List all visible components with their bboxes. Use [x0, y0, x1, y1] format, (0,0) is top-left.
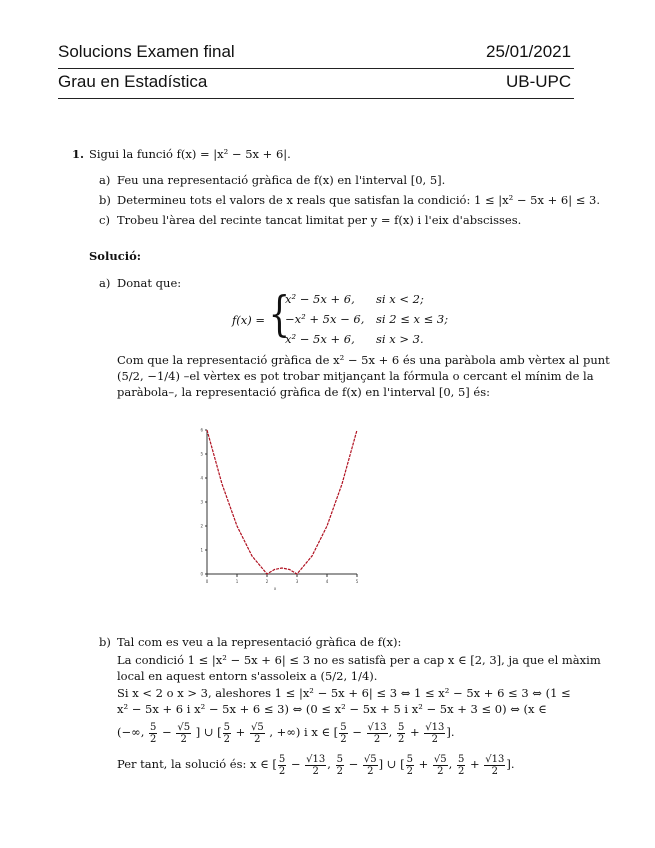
y-tick-label: 2: [200, 523, 203, 529]
part-c-text: Trobeu l'àrea del recinte tancat limitat per y = f(x) i l'eix d'abscisses.: [117, 213, 522, 227]
x-tick-label: 0: [205, 579, 209, 584]
document-subtitle: Grau en Estadística: [58, 72, 208, 91]
subheader-rule: [58, 98, 574, 99]
piecewise-lhs: f(x) =: [232, 313, 266, 327]
l7-part-b: ] ∪ [: [378, 757, 405, 771]
solution-b-line-7: Per tant, la solució és: x ∈ [ $\frac{5}{2}$ − $\frac{√13}{2}$ , $\frac{5}{2}$ − $\frac{√5}{2}$ ] ∪ [ $\frac{5}{2}$ + $\frac{√5}{2}$ , $\frac{5}{2}$ + $\frac{√13}{2}$ ].: [117, 753, 515, 777]
series-line: [207, 430, 357, 574]
header-rule: [58, 68, 574, 69]
case-1-cond: si x < 2;: [376, 292, 424, 306]
fraction: $\frac{5}{2}$: [150, 721, 157, 745]
fraction: $\frac{5}{2}$: [406, 753, 413, 777]
solution-b-line-3: local en aquest entorn s'assoleix a (5/2, 1/4).: [117, 669, 378, 683]
case-3-expr: x² − 5x + 6,: [285, 332, 355, 346]
fraction: $\frac{5}{2}$: [278, 753, 286, 777]
y-tick-label: 6: [200, 427, 203, 433]
l7-part-a: Per tant, la solució és: x ∈ [: [117, 757, 277, 771]
fraction: $\frac{√5}{2}$: [177, 721, 191, 745]
solution-b-line-1: Tal com es veu a la representació gràfica de f(x):: [117, 635, 402, 649]
document-title: Solucions Examen final: [58, 42, 235, 61]
l6-part-c: , +∞) i x ∈ [: [269, 725, 339, 739]
solution-b-line-4: Si x < 2 o x > 3, aleshores 1 ≤ |x² − 5x + 6| ≤ 3 ⇔ 1 ≤ x² − 5x + 6 ≤ 3 ⇔ (1 ≤: [117, 686, 571, 700]
solution-heading: Solució:: [89, 249, 141, 263]
problem-number: 1.: [72, 147, 85, 161]
solution-b-line-5: x² − 5x + 6 i x² − 5x + 6 ≤ 3) ⇔ (0 ≤ x² − 5x + 5 i x² − 5x + 3 ≤ 0) ⇔ (x ∈: [117, 702, 547, 716]
fraction: $\frac{5}{2}$: [340, 721, 347, 745]
x-tick-label: 1: [235, 579, 239, 584]
fraction: $\frac{5}{2}$: [336, 753, 343, 777]
y-tick-label: 5: [200, 451, 203, 457]
fraction: $\frac{5}{2}$: [397, 721, 405, 745]
part-a-text: Feu una representació gràfica de f(x) en l'interval [0, 5].: [117, 173, 446, 187]
fraction: $\frac{5}{2}$: [223, 721, 231, 745]
x-tick-label: 3: [295, 579, 299, 584]
solution-a-para-3: paràbola–, la representació gràfica de f(x) en l'interval [0, 5] és:: [117, 385, 490, 399]
solution-a-para-2: (5/2, −1/4) –el vèrtex es pot trobar mitjançant la fórmula o cercant el mínim de la: [117, 369, 594, 383]
fraction: $\frac{√13}{2}$: [485, 753, 505, 777]
y-tick-label: 3: [200, 499, 203, 505]
part-b-label: b): [99, 193, 111, 207]
solution-b-label: b): [99, 635, 111, 649]
solution-b-line-2: La condició 1 ≤ |x² − 5x + 6| ≤ 3 no es satisfà per a cap x ∈ [2, 3], ja que el màxim: [117, 653, 601, 667]
l6-part-d: ].: [446, 725, 455, 739]
piecewise-brace: {: [268, 286, 290, 342]
y-tick-label: 0: [200, 571, 203, 577]
x-axis-label: x: [273, 586, 277, 591]
part-c-label: c): [99, 213, 110, 227]
solution-b-line-6: (−∞, $\frac{5}{2}$ − $\frac{√5}{2}$ ] ∪ [ $\frac{5}{2}$ + $\frac{√5}{2}$ , +∞) i x ∈ [ $\frac{5}{2}$ − $\frac{√13}{2}$ , $\frac{5}{2}$ + $\frac{√13}{2}$ ].: [117, 721, 455, 745]
institution: UB-UPC: [506, 72, 572, 91]
fraction: $\frac{5}{2}$: [457, 753, 465, 777]
l7-part-c: ].: [506, 757, 515, 771]
solution-a-para-1: Com que la representació gràfica de x² − 5x + 6 és una paràbola amb vèrtex al punt: [117, 353, 610, 367]
case-1-expr: x² − 5x + 6,: [285, 292, 355, 306]
l6-part-b: ] ∪ [: [195, 725, 222, 739]
x-tick-label: 5: [355, 579, 359, 584]
fraction: $\frac{√13}{2}$: [367, 721, 387, 745]
fraction: $\frac{√5}{2}$: [363, 753, 377, 777]
part-b-text: Determineu tots el valors de x reals que satisfan la condició: 1 ≤ |x² − 5x + 6| ≤ 3.: [117, 193, 601, 207]
fraction: $\frac{√5}{2}$: [433, 753, 447, 777]
document-date: 25/01/2021: [486, 42, 572, 61]
y-tick-label: 4: [200, 475, 203, 481]
fraction: $\frac{√5}{2}$: [250, 721, 264, 745]
part-a-label: a): [99, 173, 111, 187]
function-plot: [190, 400, 370, 600]
x-tick-label: 4: [325, 579, 329, 584]
case-2-expr: −x² + 5x − 6,: [285, 312, 365, 326]
fraction: $\frac{√13}{2}$: [306, 753, 326, 777]
problem-statement: Sigui la funció f(x) = |x² − 5x + 6|.: [89, 147, 291, 161]
case-2-cond: si 2 ≤ x ≤ 3;: [376, 312, 449, 326]
solution-a-intro: Donat que:: [117, 276, 182, 290]
x-tick-label: 2: [265, 579, 269, 584]
fraction: $\frac{√13}{2}$: [425, 721, 445, 745]
case-3-cond: si x > 3.: [376, 332, 424, 346]
l6-part-a: (−∞,: [117, 725, 145, 739]
solution-a-label: a): [99, 276, 111, 290]
y-tick-label: 1: [200, 547, 203, 553]
